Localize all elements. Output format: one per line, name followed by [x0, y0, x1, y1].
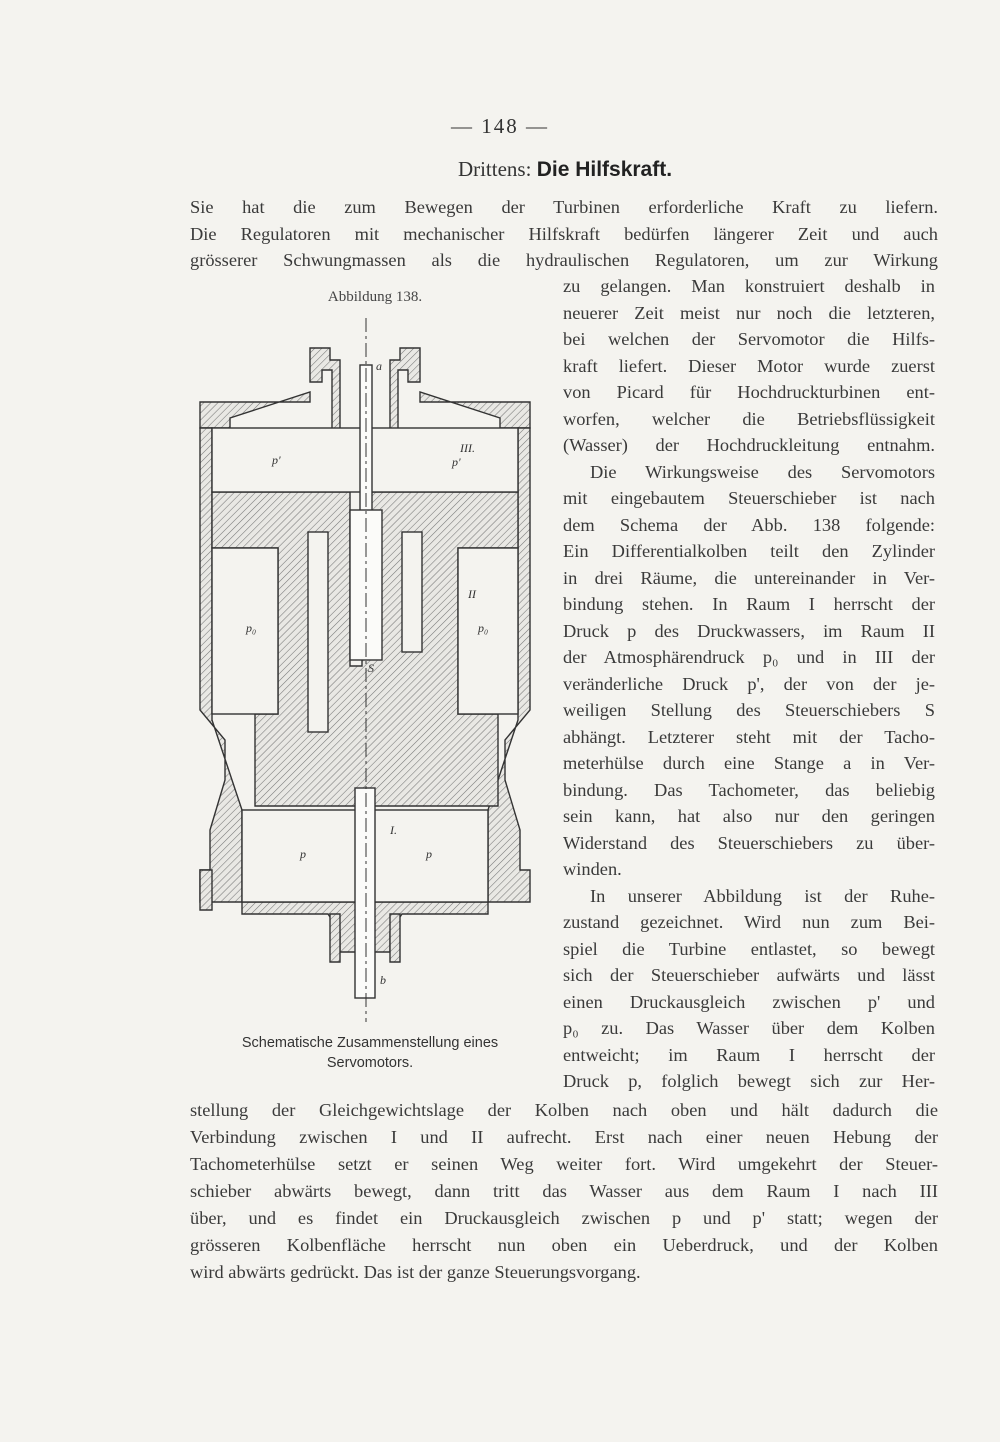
label-p-prime-left: p'	[272, 453, 281, 467]
heading-prefix: Drittens:	[457, 157, 532, 181]
label-s: S	[368, 661, 374, 675]
text-line: weiligen Stellung des Steuerschiebers S	[563, 700, 935, 720]
text-line: Die Wirkungsweise des Servomotors	[590, 461, 935, 482]
inner-passage-right	[402, 532, 422, 652]
top-left-flange	[200, 392, 310, 428]
text-line: einen Druckausgleich zwischen p' und	[563, 991, 935, 1012]
text-line: zustand gezeichnet. Wird nun zum Bei-	[563, 912, 935, 932]
text-line: Sie hat die zum Bewegen der Turbinen erforderliche Kraft zu liefern.	[190, 197, 938, 217]
text-line: mit eingebautem Steuerschieber ist nach	[563, 488, 935, 508]
figure-caption	[210, 1033, 530, 1073]
section-heading	[0, 157, 1000, 182]
label-iii: III.	[460, 441, 475, 455]
text-line: abhängt. Letzterer steht mit der Tacho-	[563, 726, 935, 747]
text-line: Tachometerhülse setzt er seinen Weg weiter fort. Wird umgekehrt der Steuer-	[190, 1154, 938, 1174]
text-line: schieber abwärts bewegt, dann tritt das Wasser aus dem Raum I nach III	[190, 1181, 938, 1201]
text-line: bindung. Das Tachometer, das beliebig	[563, 779, 935, 800]
figure-caption-line-1: Schematische Zusammenstellung eines	[241, 1035, 499, 1051]
text-line: neuerer Zeit meist nur noch die letzteren,	[563, 302, 935, 323]
chamber-ii-left	[212, 548, 278, 714]
text-line: entweicht; im Raum I herrscht der	[563, 1044, 935, 1065]
side-outlet	[200, 870, 212, 910]
text-line: über, und es findet ein Druckausgleich zwischen p und p' statt; wegen der	[190, 1208, 938, 1228]
text-line: bindung stehen. In Raum I herrscht der	[563, 594, 935, 614]
page-number: — 148 —	[451, 114, 549, 138]
text-line: winden.	[563, 859, 622, 879]
heading-title: Die Hilfskraft.	[536, 158, 673, 181]
text-line: grösserer Schwungmassen als die hydraulischen Regulatoren, um zur Wirkung	[190, 250, 938, 270]
text-line: Ein Differentialkolben teilt den Zylinder	[563, 541, 935, 561]
text-line: von Picard für Hochdruckturbinen ent-	[563, 382, 935, 402]
text-line: sich der Steuerschieber aufwärts und lässt	[563, 965, 935, 985]
text-line: in drei Räume, die untereinander in Ver-	[563, 567, 935, 588]
text-line: Verbindung zwischen I und II aufrecht. Erst nach einer neuen Hebung der	[190, 1127, 938, 1147]
text-line: grösseren Kolbenfläche herrscht nun oben ein Ueberdruck, und der Kolben	[190, 1235, 938, 1255]
text-line: wird abwärts gedrückt. Das ist der ganze Steuerungsvorgang.	[190, 1262, 641, 1282]
text-line: kraft liefert. Dieser Motor wurde zuerst	[563, 355, 935, 376]
text-line: (Wasser) der Hochdruckleitung entnahm.	[563, 435, 935, 455]
top-right-flange	[420, 392, 530, 428]
text-line: veränderliche Druck p', der von der je-	[563, 673, 935, 694]
text-line: bei welchen der Servomotor die Hilfs-	[563, 329, 935, 349]
label-i: I.	[390, 823, 397, 837]
text-line: Die Regulatoren mit mechanischer Hilfskraft bedürfen längerer Zeit und auch	[190, 223, 938, 244]
figure-caption-line-2: Servomotors.	[326, 1055, 414, 1071]
piston-rod	[355, 788, 375, 998]
text-line: spiel die Turbine entlastet, so bewegt	[563, 938, 935, 959]
label-ii: II	[468, 587, 476, 601]
text-line: Druck p des Druckwassers, im Raum II	[563, 620, 935, 641]
label-b: b	[380, 973, 386, 987]
text-line: p₀ zu. Das Wasser über dem Kolben	[563, 1018, 935, 1038]
inner-passage	[308, 532, 328, 732]
label-p0-left: p₀	[246, 621, 257, 635]
text-line: Widerstand des Steuerschiebers zu über-	[563, 832, 935, 853]
label-p-right: p	[426, 847, 432, 861]
text-line: In unserer Abbildung ist der Ruhe-	[590, 885, 935, 906]
label-p0-right: p₀	[478, 621, 489, 635]
label-p-prime-right: p'	[452, 455, 461, 469]
figure-label: Abbildung 138.	[327, 289, 423, 305]
text-line: sein kann, hat also nur den geringen	[563, 806, 935, 826]
text-line: meterhülse durch eine Stange a in Ver-	[563, 753, 935, 773]
servomotor-diagram	[190, 310, 560, 1030]
text-line: Druck p, folglich bewegt sich zur Her-	[563, 1071, 935, 1091]
label-a: a	[376, 359, 382, 373]
text-line: worfen, welcher die Betriebsflüssigkeit	[563, 408, 935, 429]
text-line: dem Schema der Abb. 138 folgende:	[563, 514, 935, 535]
text-line: stellung der Gleichgewichtslage der Kolben nach oben und hält dadurch die	[190, 1100, 938, 1120]
label-p-left: p	[300, 847, 306, 861]
text-line: der Atmosphärendruck p₀ und in III der	[563, 647, 935, 667]
text-line: zu gelangen. Man konstruiert deshalb in	[563, 276, 935, 296]
